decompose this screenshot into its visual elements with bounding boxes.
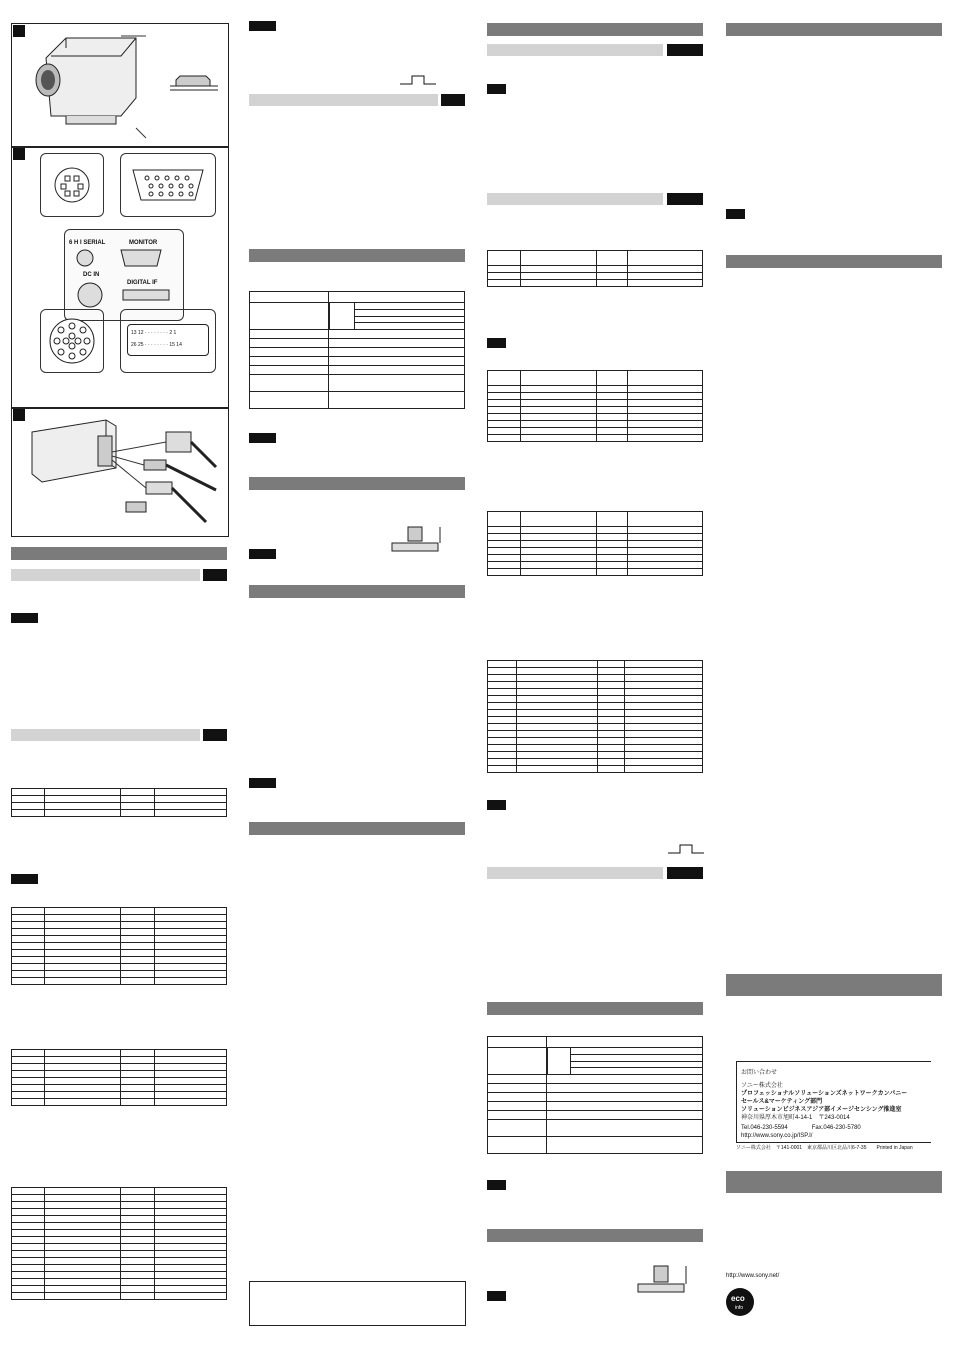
tripod-screw-diagram	[390, 525, 446, 553]
table	[487, 370, 703, 442]
note-marker	[249, 21, 276, 31]
section-header	[11, 547, 227, 560]
monitor-label: MONITOR	[129, 240, 158, 246]
contact-box	[736, 1061, 931, 1143]
contact-line: 神奈川県厚木市旭町4-14-1 〒243-0014	[741, 1115, 850, 1121]
subsection-tag	[667, 193, 703, 205]
note-marker	[487, 338, 506, 348]
footer-url: http://www.sony.net/	[726, 1273, 780, 1279]
pulse-icon	[668, 843, 704, 855]
note-marker	[249, 433, 276, 443]
note-marker	[487, 1180, 506, 1190]
table	[487, 250, 703, 287]
subsection-header	[487, 193, 663, 205]
section-header	[487, 1002, 703, 1015]
contact-line: http://www.sony.co.jp/ISP.I/	[741, 1133, 813, 1139]
serial-label: 6 H I SERIAL	[69, 240, 106, 246]
subsection-tag	[667, 867, 703, 879]
camera-cable-illustration	[26, 412, 226, 532]
section-header	[487, 23, 703, 36]
dc-in-connector-detail	[40, 309, 104, 373]
note-marker	[726, 209, 745, 219]
panel-label-c	[13, 409, 25, 421]
panel-label-a	[13, 25, 25, 37]
eco-info-logo	[726, 1288, 754, 1316]
table	[11, 788, 227, 817]
table	[11, 1187, 227, 1300]
section-header	[487, 1229, 703, 1242]
subsection-header	[11, 729, 200, 741]
subsection-header	[11, 569, 200, 581]
figure-panel-c	[11, 407, 229, 537]
contact-line: セールス&マーケティング部門	[741, 1099, 823, 1105]
bottom-box	[249, 1281, 466, 1326]
monitor-connector-detail	[120, 153, 216, 217]
subsection-tag	[441, 94, 465, 106]
section-header	[249, 477, 465, 490]
spec-table	[487, 1036, 703, 1154]
spec-table	[249, 291, 465, 409]
note-marker	[487, 84, 506, 94]
camera-illustration-top	[26, 28, 226, 144]
figure-panel-a	[11, 23, 229, 148]
subsection-header	[487, 867, 663, 879]
subsection-header	[249, 94, 438, 106]
table	[487, 660, 703, 773]
figure-panel-b	[11, 146, 229, 409]
tripod-screw-diagram	[636, 1264, 692, 1294]
subsection-tag	[203, 569, 227, 581]
contact-line: Tel.046-230-5594 Fax.046-230-5780	[741, 1125, 861, 1131]
table	[487, 511, 703, 576]
serial-port-icon	[75, 248, 95, 268]
table	[11, 907, 227, 985]
contact-footer: ソニー株式会社 〒141-0001 東京都品川区北品川6-7-35 Printed in Japan	[736, 1145, 913, 1151]
note-marker	[11, 613, 38, 623]
note-marker	[11, 874, 38, 884]
info-label: info	[735, 1305, 744, 1311]
pin-row-bottom: 26 25 · · · · · · · · 15 14	[131, 342, 182, 348]
note-marker	[249, 549, 276, 559]
subsection-header	[487, 44, 663, 56]
section-header	[726, 255, 942, 268]
eco-label: eco	[731, 1294, 745, 1303]
section-header	[249, 249, 465, 262]
dc-in-label: DC IN	[83, 272, 100, 278]
contact-line: プロフェッショナルソリューションズネットワークカンパニー	[741, 1091, 908, 1097]
section-header	[726, 1171, 942, 1193]
digital-if-label: DIGITAL IF	[127, 280, 158, 286]
pin-row-top: 13 12 · · · · · · · · 2 1	[131, 330, 177, 336]
contact-line: ソニー株式会社	[741, 1083, 783, 1089]
monitor-port-icon	[119, 248, 163, 268]
section-header	[249, 585, 465, 598]
section-header	[726, 23, 942, 36]
table	[11, 1049, 227, 1106]
note-marker	[487, 1291, 506, 1301]
subsection-tag	[667, 44, 703, 56]
section-header	[249, 822, 465, 835]
serial-connector-detail	[40, 153, 104, 217]
subsection-tag	[203, 729, 227, 741]
note-marker	[487, 800, 506, 810]
pulse-icon	[400, 74, 436, 86]
section-header	[726, 974, 942, 996]
contact-line: ソリューションビジネスアジア部イメージセンシング推進室	[741, 1107, 902, 1113]
contact-heading: お問い合わせ	[741, 1070, 778, 1076]
digital-if-port-icon	[121, 288, 171, 302]
rear-panel	[64, 229, 184, 321]
digital-if-connector-detail	[120, 309, 216, 373]
note-marker	[249, 778, 276, 788]
panel-label-b	[13, 148, 25, 160]
dc-in-port-icon	[75, 280, 105, 310]
